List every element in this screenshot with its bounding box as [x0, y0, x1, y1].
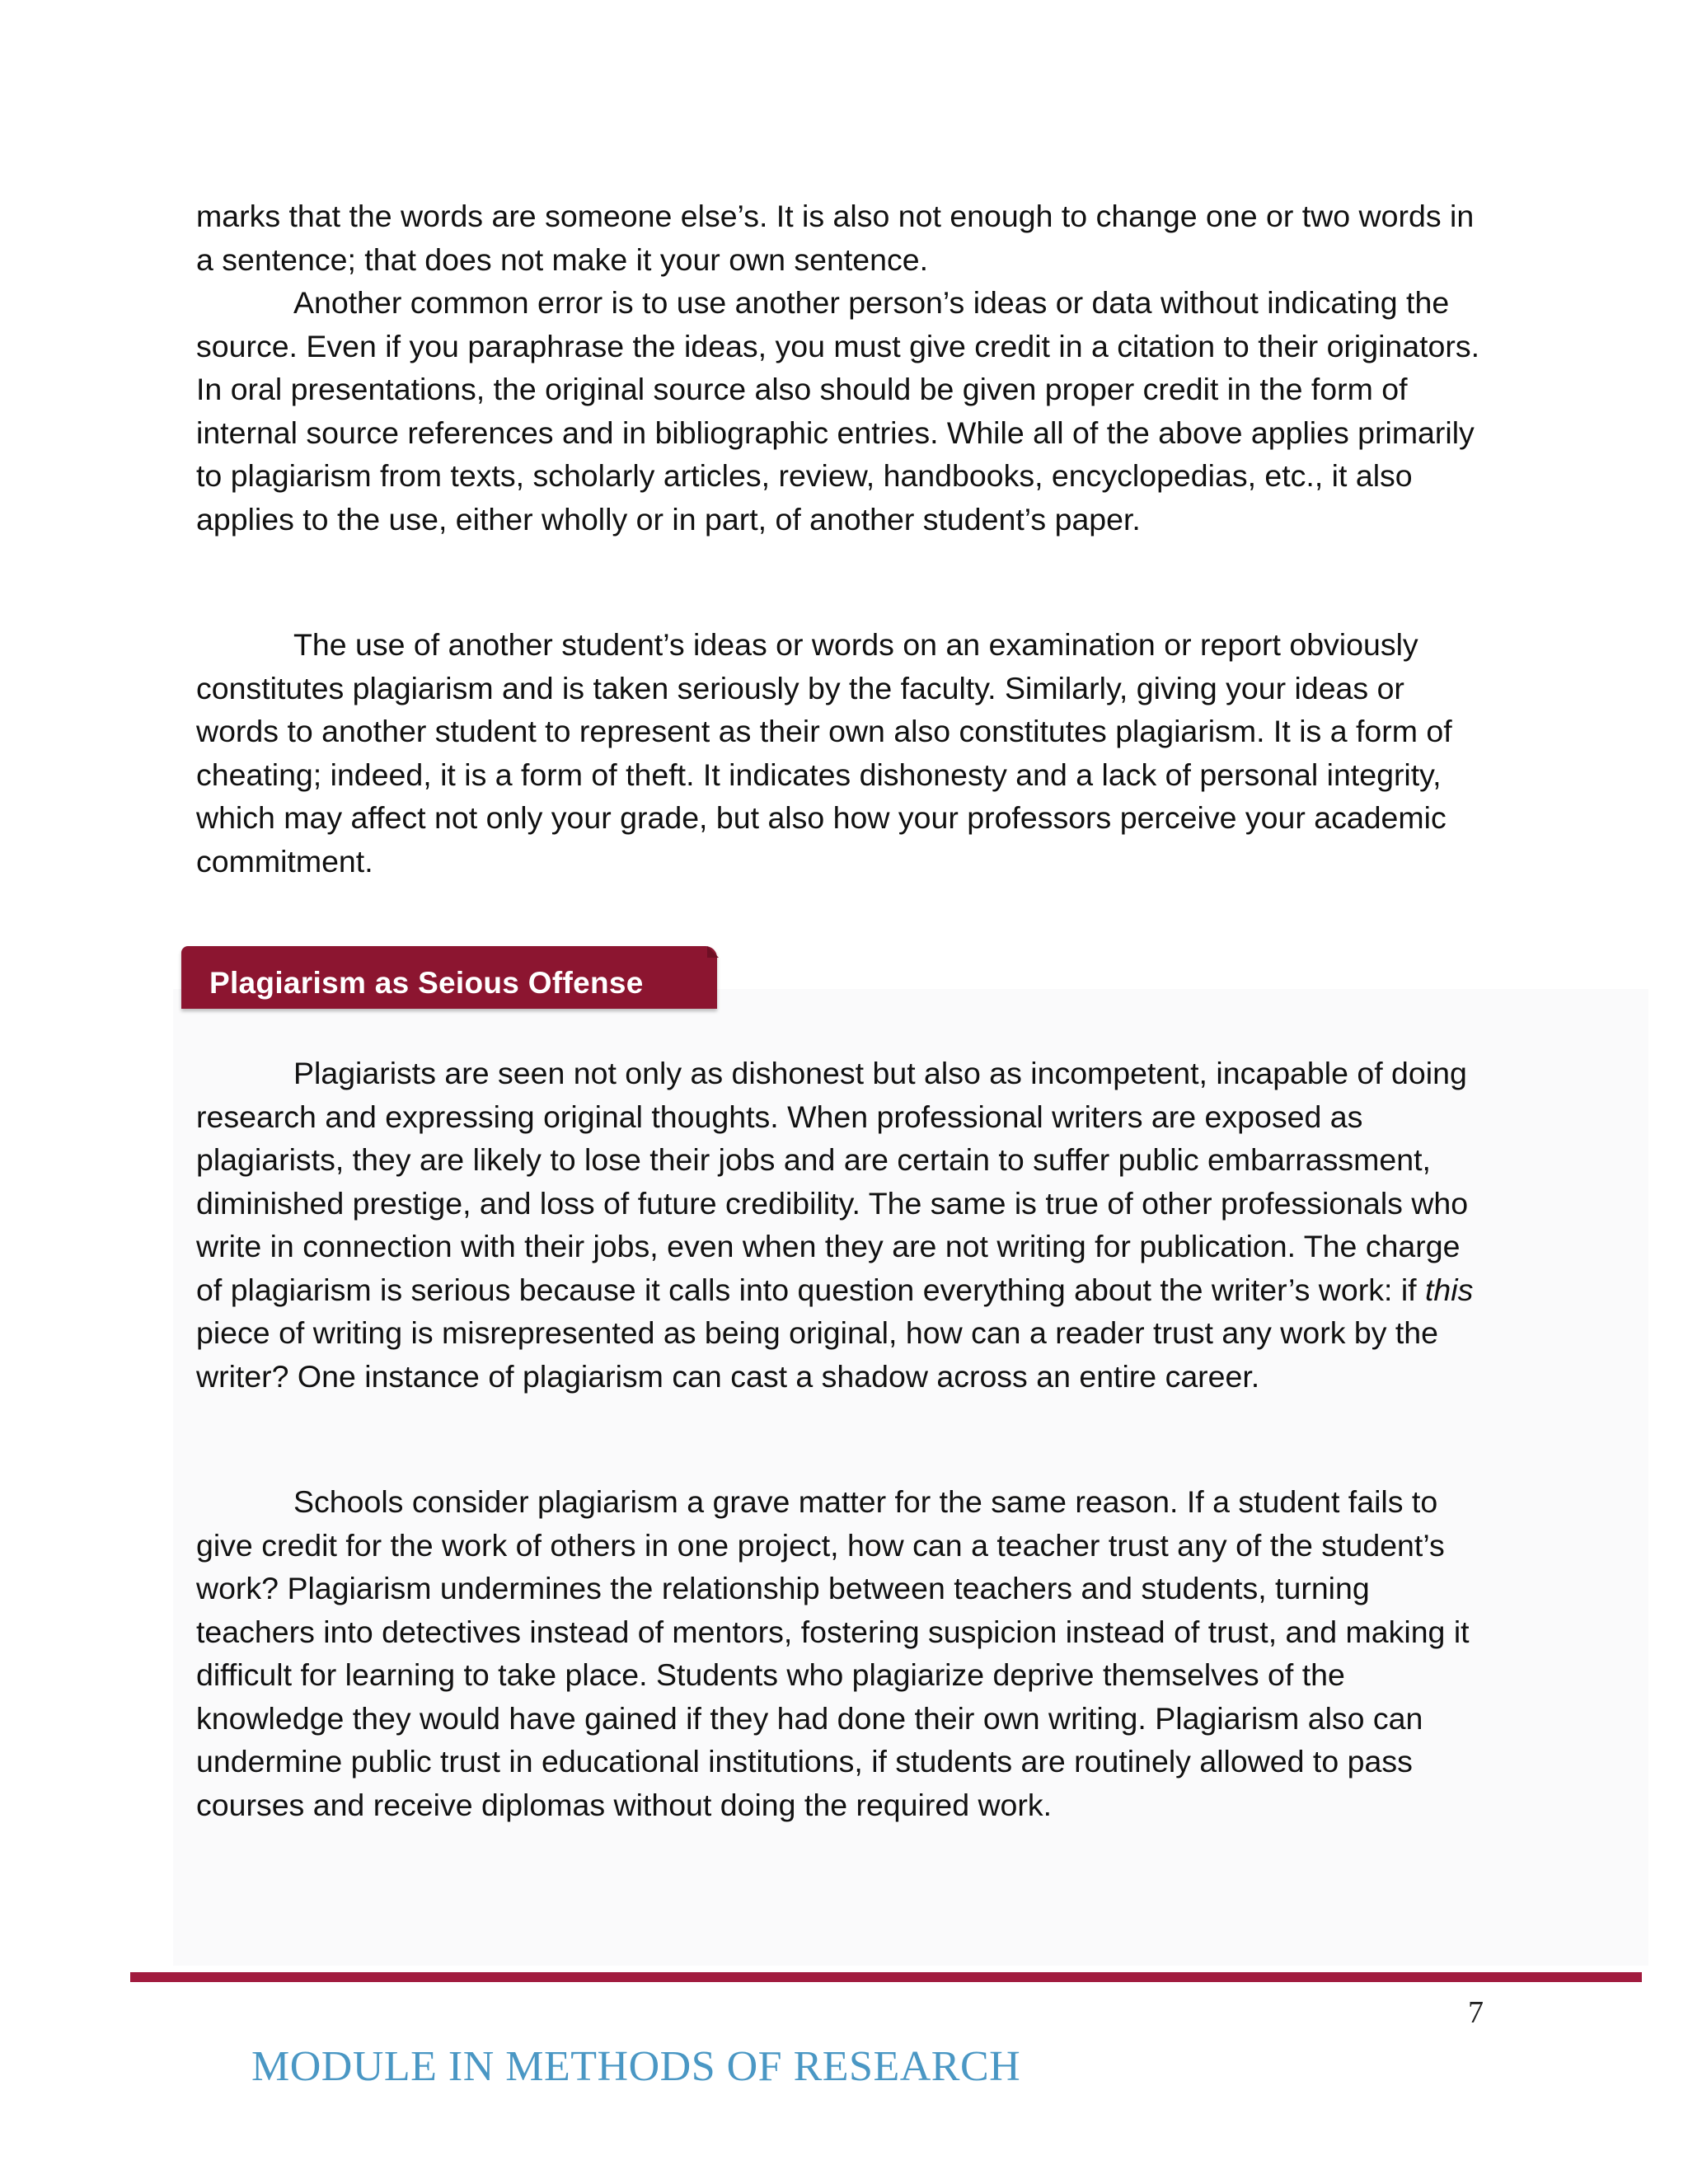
section-heading: Plagiarism as Seious Offense — [209, 966, 644, 1000]
paragraph-plagiarists — [196, 1052, 1482, 1398]
text-block-schools — [196, 1480, 1482, 1826]
module-title: MODULE IN METHODS OF RESEARCH — [251, 2043, 1021, 2090]
text-block-top — [196, 194, 1482, 541]
paragraph-plagiarists-text-start: Plagiarists are seen not only as dishonest but also as incompetent, incapable of doing research and expressing original thoughts. When professional writers are exposed as plagiarists, they are likely to lose their jobs and are certain to suffer public embarrassment, diminished prestige, and loss of future credibility. The same is true of other professionals who write in connection with their jobs, even when they are not writing for publication. The charge of plagiarism is serious because it calls into question everything about the writer’s work: if — [196, 1056, 1469, 1307]
text-block-student-ideas — [196, 623, 1482, 883]
paragraph-schools: Schools consider plagiarism a grave matter for the same reason. If a student fails to give credit for the work of others in one project, how can a teacher trust any of the student’s work? Plagiarism undermines the relationship between teachers and students, turning teachers into detectives instead of mentors, fostering suspicion instead of trust, and making it difficult for learning to take place. Students who plagiarize deprive themselves of the knowledge they would have gained if they had done their own writing. Plagiarism also can undermine public trust in educational institutions, if students are routinely allowed to pass courses and receive diplomas without doing the required work. — [196, 1484, 1470, 1822]
section-heading-tab — [181, 946, 717, 1009]
paragraph-plagiarists-text-end: piece of writing is misrepresented as being original, how can a reader trust any work by the writer? One instance of plagiarism can cast a shadow across an entire career. — [196, 1315, 1439, 1394]
paragraph-plagiarists-italic: this — [1425, 1272, 1474, 1307]
text-block-plagiarists — [196, 1052, 1482, 1398]
page-number: 7 — [1468, 1995, 1484, 2030]
paragraph-student-ideas: The use of another student’s ideas or words on an examination or report obviously constitutes plagiarism and is taken seriously by the faculty. Similarly, giving your ideas or words to another student to represent as their own also constitutes plagiarism. It is a form of cheating; indeed, it is a form of theft. It indicates dishonesty and a lack of personal integrity, which may affect not only your grade, but also how your professors perceive your academic commitment. — [196, 627, 1452, 879]
paragraph-common-error: Another common error is to use another person’s ideas or data without indicating the source. Even if you paraphrase the ideas, you must give credit in a citation to their originators. In oral presentations, the original source also should be given proper credit in the form of internal source references and in bibliographic entries. While all of the above applies primarily to plagiarism from texts, scholarly articles, review, handbooks, encyclopedias, etc., it also applies to the use, either wholly or in part, of another student’s paper. — [196, 285, 1480, 537]
paragraph-continuation: marks that the words are someone else’s. It is also not enough to change one or two words in a sentence; that does not make it your own sentence. — [196, 199, 1475, 277]
footer-divider — [130, 1972, 1642, 1982]
